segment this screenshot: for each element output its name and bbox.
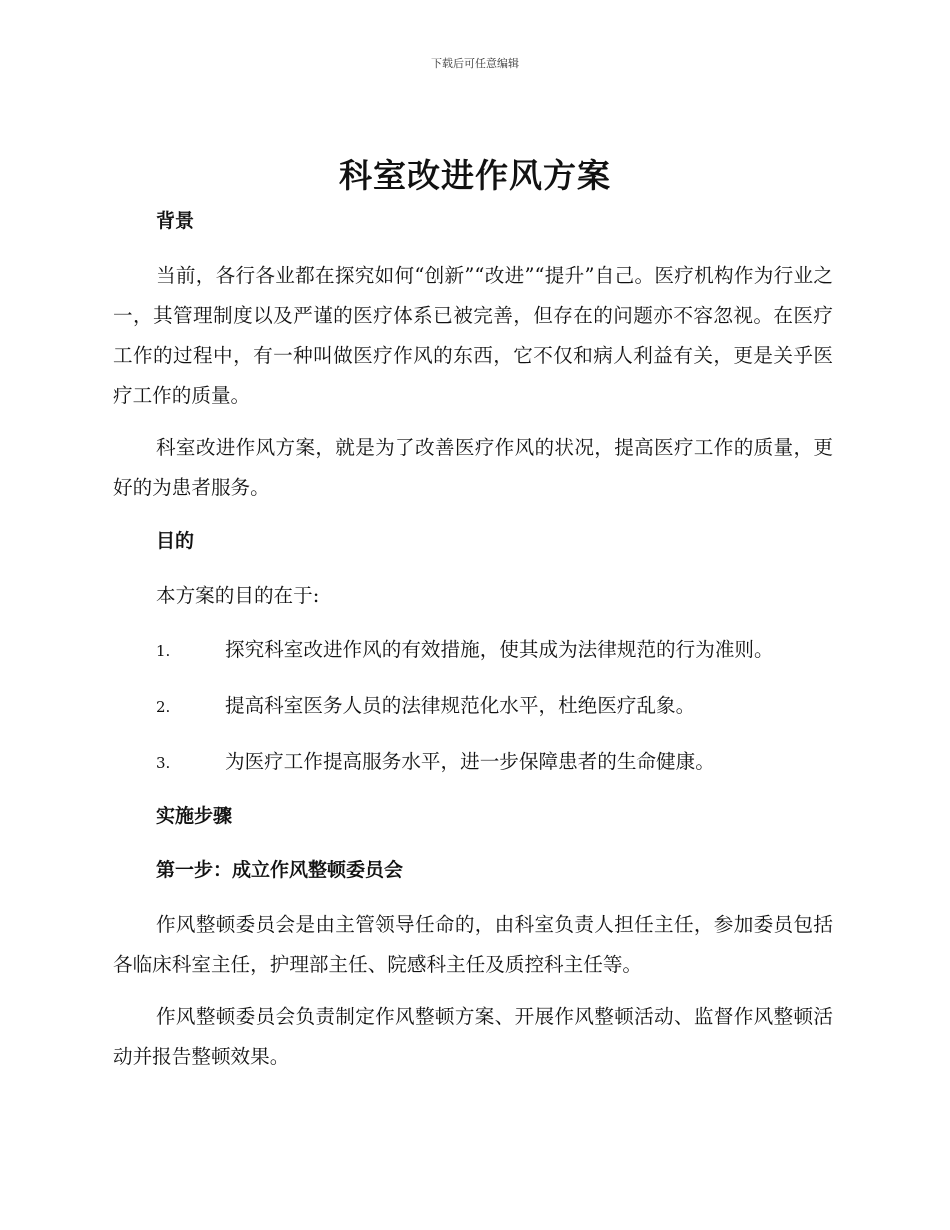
background-paragraph-1: 当前，各行各业都在探究如何“创新”“改进”“提升”自己。医疗机构作为行业之一，其管理制度以及严谨的医疗体系已被完善，但存在的问题亦不容忽视。在医疗工作的过程中，有一种叫做医疗作风的东西，它不仅和病人利益有关，更是关乎医疗工作的质量。 <box>113 264 833 407</box>
list-number: 2. <box>156 698 171 716</box>
steps-paragraph-2: 作风整顿委员会负责制定作风整顿方案、开展作风整顿活动、监督作风整顿活动并报告整顿效果。 <box>113 1005 833 1068</box>
section-heading-steps: 实施步骤 <box>156 805 233 827</box>
list-number: 1. <box>156 642 171 660</box>
document-title: 科室改进作风方案 <box>339 156 611 195</box>
list-item <box>113 630 833 671</box>
list-text: 提高科室医务人员的法律规范化水平，杜绝医疗乱象。 <box>225 694 696 717</box>
section-heading-purpose: 目的 <box>156 530 195 552</box>
step-1-heading: 第一步：成立作风整顿委员会 <box>156 859 404 881</box>
section-heading-background: 背景 <box>156 210 195 232</box>
list-text: 为医疗工作提高服务水平，进一步保障患者的生命健康。 <box>225 750 715 773</box>
section-steps <box>113 799 833 1077</box>
list-item <box>113 742 833 783</box>
background-paragraph-2: 科室改进作风方案，就是为了改善医疗作风的状况，提高医疗工作的质量，更好的为患者服务。 <box>113 436 833 499</box>
document-body <box>113 204 833 1077</box>
header-note: 下载后可任意编辑 <box>431 57 519 70</box>
list-text: 探究科室改进作风的有效措施，使其成为法律规范的行为准则。 <box>225 638 774 661</box>
list-number: 3. <box>156 754 171 772</box>
steps-paragraph-1: 作风整顿委员会是由主管领导任命的，由科室负责人担任主任，参加委员包括各临床科室主任，护理部主任、院感科主任及质控科主任等。 <box>113 913 833 976</box>
section-background <box>113 204 833 508</box>
list-item <box>113 686 833 727</box>
section-purpose <box>113 524 833 783</box>
purpose-intro: 本方案的目的在于: <box>156 584 320 607</box>
